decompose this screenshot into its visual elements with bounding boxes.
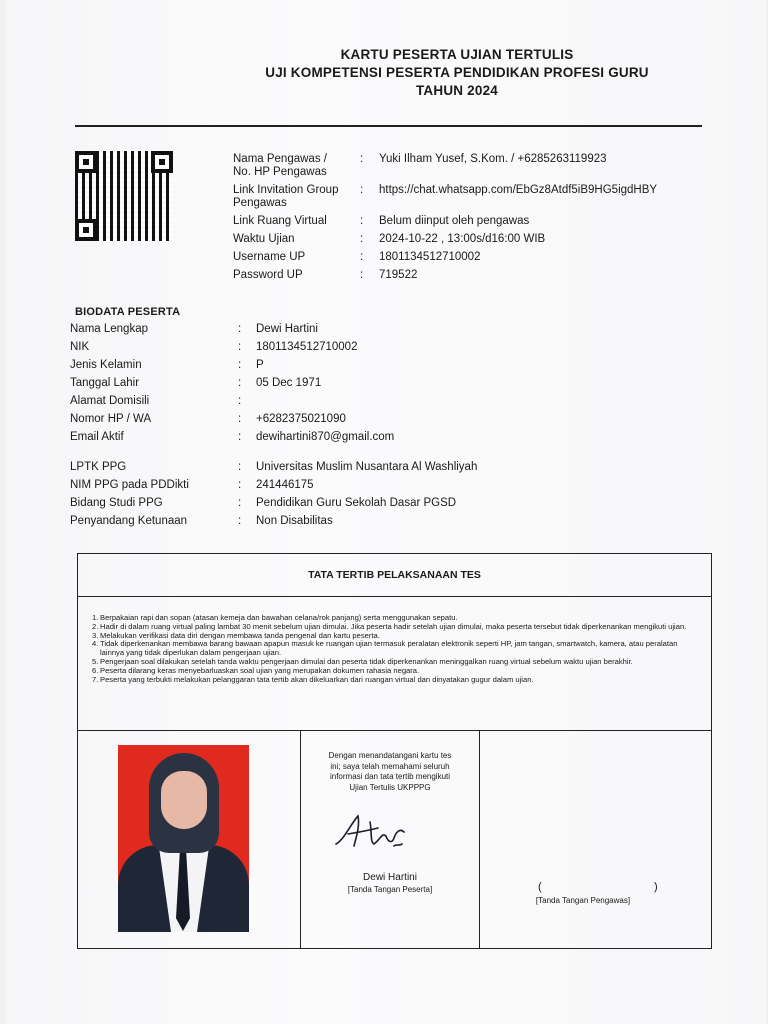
qr-finder bbox=[151, 151, 173, 173]
info-row-virtual-room bbox=[233, 215, 713, 229]
handwritten-signature-icon bbox=[330, 810, 420, 855]
statement-line: informasi dan tata tertib mengikuti bbox=[329, 772, 451, 781]
biodata-value: dewihartini870@gmail.com bbox=[256, 431, 395, 443]
participant-photo bbox=[118, 745, 249, 932]
colon: : bbox=[360, 233, 364, 245]
program-value: 241446175 bbox=[256, 479, 314, 491]
qr-code-icon bbox=[75, 151, 173, 241]
info-row-username bbox=[233, 251, 713, 265]
info-label: Password UP bbox=[233, 269, 303, 281]
program-label: Bidang Studi PPG bbox=[70, 497, 163, 509]
rule-text: Peserta dilarang keras menyebarluaskan soal ujian yang merupakan dokumen rahasia negara. bbox=[100, 665, 420, 675]
qr-finder bbox=[75, 151, 97, 173]
colon: : bbox=[238, 431, 242, 443]
biodata-label: Email Aktif bbox=[70, 431, 124, 443]
pengawas-signature-slot bbox=[538, 881, 658, 893]
qr-finder bbox=[75, 219, 97, 241]
rule-text: Berpakaian rapi dan sopan (atasan kemeja dan bawahan celana/rok panjang) serta menggunakan sepatu. bbox=[100, 613, 458, 622]
header-title: KARTU PESERTA UJIAN TERTULIS bbox=[340, 47, 574, 62]
colon: : bbox=[360, 184, 364, 196]
biodata-row bbox=[70, 431, 570, 445]
rule-text: Peserta yang terbukti melakukan pelanggaran tata tertib akan dikeluarkan dari ruangan virtual dan dinyatakan gugur dalam ujian. bbox=[100, 674, 534, 684]
info-label: Link Ruang Virtual bbox=[233, 215, 327, 227]
rule-text: Tidak diperkenankan membawa barang bawaan apapun masuk ke ruangan ujian termasuk peralatan elektronik seperti HP, jam tangan, smartwatch, kamera, atau peralatan lainnya yang tidak diperlukan dalam pengerjaan ujian. bbox=[100, 639, 678, 658]
info-row-password bbox=[233, 269, 713, 283]
biodata-row bbox=[70, 395, 570, 409]
colon: : bbox=[238, 413, 242, 425]
biodata-value: 1801134512710002 bbox=[256, 341, 358, 353]
info-value: Belum diinput oleh pengawas bbox=[379, 215, 530, 227]
rule-number: 1. bbox=[92, 613, 99, 622]
colon: : bbox=[360, 269, 364, 281]
signature-statement bbox=[310, 751, 470, 793]
info-row-pengawas bbox=[233, 153, 713, 179]
participant-name: Dewi Hartini bbox=[363, 872, 417, 883]
rule-text: Hadir di dalam ruang virtual paling lambat 30 menit sebelum ujian dimulai. Jika peserta hadir setelah ujian dimulai, maka peserta tersebut tidak diperkenankan mengikuti ujian. bbox=[100, 621, 687, 631]
rule-number: 2. bbox=[92, 621, 99, 631]
photo-face bbox=[161, 771, 207, 829]
pengawas-signature-label: [Tanda Tangan Pengawas] bbox=[535, 896, 631, 905]
biodata-row bbox=[70, 341, 570, 355]
header-year: TAHUN 2024 bbox=[415, 83, 499, 98]
info-value: https://chat.whatsapp.com/EbGz8Atdf5iB9HG5igdHBY bbox=[379, 184, 658, 196]
rule-number: 3. bbox=[92, 630, 99, 640]
program-value: Universitas Muslim Nusantara Al Washliyah bbox=[256, 461, 478, 473]
info-value: 1801134512710002 bbox=[379, 251, 481, 263]
exam-card-page bbox=[6, 0, 766, 1024]
rule-number: 6. bbox=[92, 665, 99, 675]
biodata-label: NIK bbox=[70, 341, 90, 353]
colon: : bbox=[238, 479, 242, 491]
statement-line: Ujian Tertulis UKPPPG bbox=[349, 782, 431, 792]
program-row bbox=[70, 515, 590, 529]
card-header bbox=[6, 46, 768, 100]
colon: : bbox=[360, 215, 364, 227]
rule-number: 4. bbox=[92, 639, 99, 649]
program-value: Non Disabilitas bbox=[256, 515, 333, 527]
paren-close: ) bbox=[654, 881, 658, 893]
column-divider bbox=[479, 730, 480, 948]
biodata-row bbox=[70, 413, 570, 427]
participant-signature-label: [Tanda Tangan Peserta] bbox=[347, 885, 433, 894]
program-row bbox=[70, 497, 590, 511]
statement-line: ini; saya telah memahami seluruh bbox=[330, 761, 450, 771]
program-label: Penyandang Ketunaan bbox=[70, 515, 188, 527]
header-subtitle: UJI KOMPETENSI PESERTA PENDIDIKAN PROFESI GURU bbox=[265, 65, 649, 80]
colon: : bbox=[238, 461, 242, 473]
statement-line: Dengan menandatangani kartu tes bbox=[328, 751, 452, 760]
colon: : bbox=[238, 515, 242, 527]
biodata-label: Alamat Domisili bbox=[70, 395, 150, 407]
biodata-value: Dewi Hartini bbox=[256, 323, 318, 335]
biodata-value: 05 Dec 1971 bbox=[256, 377, 322, 389]
biodata-row bbox=[70, 377, 570, 391]
biodata-label: Nama Lengkap bbox=[70, 323, 148, 335]
info-label: Waktu Ujian bbox=[233, 233, 295, 245]
colon: : bbox=[238, 323, 242, 335]
rules-title: TATA TERTIB PELAKSANAAN TES bbox=[78, 554, 711, 597]
info-row-group-link bbox=[233, 184, 713, 210]
info-label: Link Invitation Group Pengawas bbox=[233, 184, 339, 209]
info-label: Username UP bbox=[233, 251, 306, 263]
rule-number: 7. bbox=[92, 674, 99, 684]
rule-item bbox=[92, 640, 692, 658]
header-divider bbox=[75, 125, 702, 127]
biodata-label: Tanggal Lahir bbox=[70, 377, 140, 389]
program-row bbox=[70, 461, 590, 475]
info-value: Yuki Ilham Yusef, S.Kom. / +6285263119923 bbox=[379, 153, 607, 165]
program-label: NIM PPG pada PDDikti bbox=[70, 479, 189, 491]
colon: : bbox=[360, 153, 364, 165]
biodata-row bbox=[70, 323, 570, 337]
colon: : bbox=[238, 377, 242, 389]
colon: : bbox=[238, 359, 242, 371]
biodata-row bbox=[70, 359, 570, 373]
biodata-value: P bbox=[256, 359, 264, 371]
paren-open: ( bbox=[538, 881, 542, 893]
biodata-value: +6282375021090 bbox=[256, 413, 346, 425]
program-row bbox=[70, 479, 590, 493]
column-divider bbox=[300, 730, 301, 948]
info-row-exam-time bbox=[233, 233, 713, 247]
biodata-label: Jenis Kelamin bbox=[70, 359, 142, 371]
rule-text: Pengerjaan soal dilakukan setelah tanda waktu pengerjaan dimulai dan peserta tidak diperkenankan meninggalkan ruang virtual sebelum waktu ujian berakhir. bbox=[100, 656, 633, 666]
rules-divider bbox=[78, 730, 711, 731]
rules-list bbox=[92, 614, 692, 684]
info-value: 2024-10-22 , 13:00s/d16:00 WIB bbox=[379, 233, 546, 245]
colon: : bbox=[238, 395, 242, 407]
colon: : bbox=[360, 251, 364, 263]
biodata-label: Nomor HP / WA bbox=[70, 413, 152, 425]
colon: : bbox=[238, 341, 242, 353]
program-label: LPTK PPG bbox=[70, 461, 127, 473]
info-value: 719522 bbox=[379, 269, 418, 281]
biodata-title: BIODATA PESERTA bbox=[75, 306, 181, 318]
rule-item bbox=[92, 676, 692, 685]
rule-text: Melakukan verifikasi data diri dengan membawa tanda pengenal dan kartu peserta. bbox=[100, 630, 380, 640]
program-value: Pendidikan Guru Sekolah Dasar PGSD bbox=[256, 497, 457, 509]
rules-box bbox=[77, 553, 712, 949]
info-label: Nama Pengawas / No. HP Pengawas bbox=[233, 153, 327, 178]
colon: : bbox=[238, 497, 242, 509]
rule-number: 5. bbox=[92, 656, 99, 666]
